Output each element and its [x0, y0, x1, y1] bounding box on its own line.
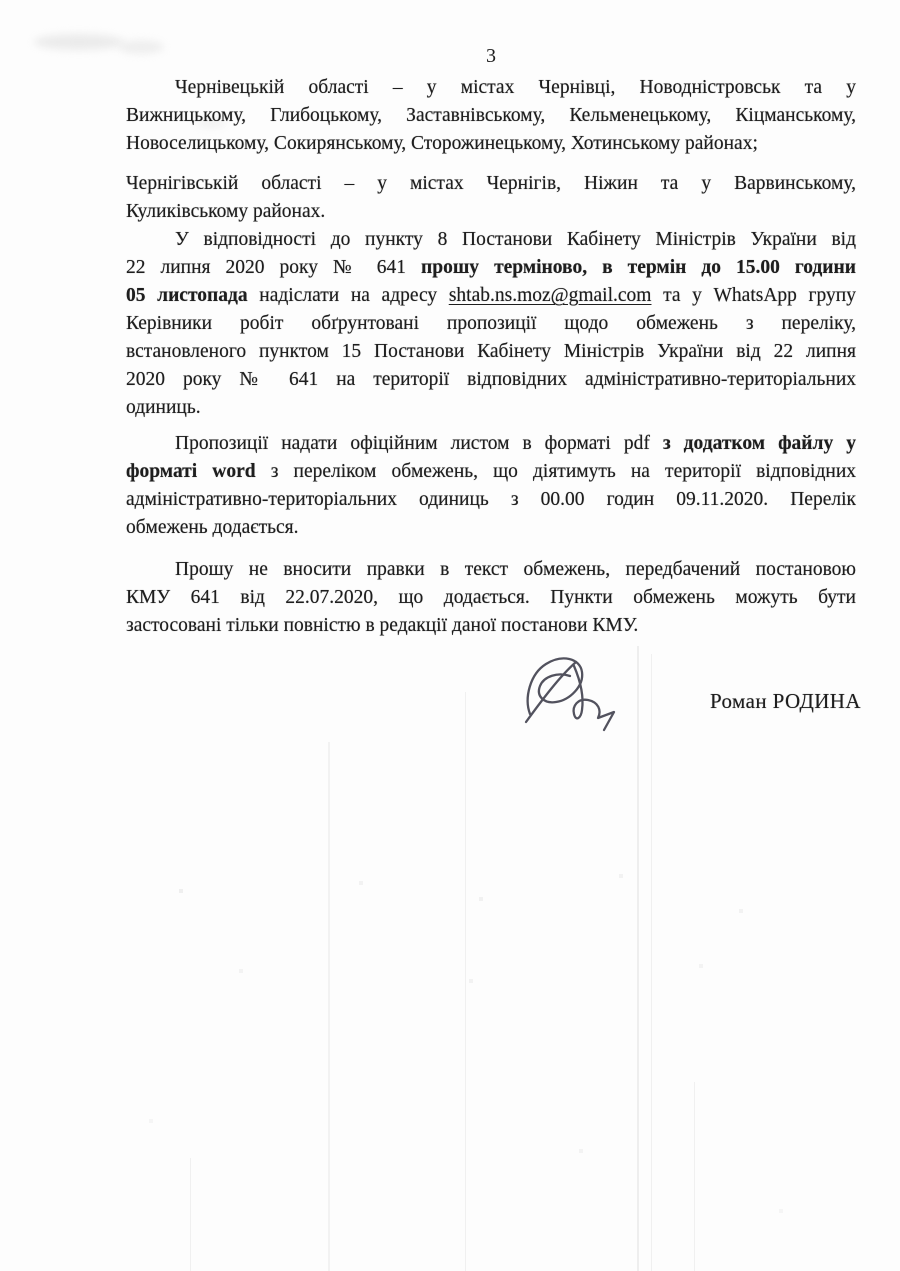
scan-artifact-line: [694, 1082, 695, 1271]
scan-smudge: [34, 34, 124, 50]
text-run: Пропозиції надати офіційним листом в форматі pdf: [175, 433, 663, 454]
text-run: з переліком обмежень, що діятимуть на території відповідних: [255, 461, 857, 482]
text-run: одиниць.: [126, 397, 201, 418]
text-line: [126, 282, 856, 310]
text-line: [126, 198, 856, 226]
paragraph-chernivtsi-oblast: [126, 74, 856, 158]
scan-noise-specks: [60, 820, 62, 822]
paragraph-chernihiv-oblast: [126, 170, 856, 226]
text-run: прошу терміново, в термін до 15.00 години: [421, 257, 856, 278]
text-line: [126, 170, 856, 198]
signature-scribble: [516, 648, 628, 744]
text-run: Прошу не вносити правки в текст обмежень, передбачений постановою: [175, 559, 856, 580]
scan-artifact-line: [637, 646, 639, 1271]
paragraph-format-requirements: [126, 430, 856, 542]
scan-artifact-line: [651, 654, 652, 1271]
text-line: [126, 254, 856, 282]
text-run: встановленого пунктом 15 Постанови Кабінету Міністрів України від 22 липня: [126, 341, 856, 362]
text-run: Куликівському районах.: [126, 201, 326, 222]
text-line: [126, 486, 856, 514]
email-address-text: shtab.ns.moz@gmail.com: [448, 285, 652, 306]
text-line: [126, 584, 856, 612]
page-number: 3: [486, 45, 496, 67]
text-line: [126, 556, 856, 584]
text-line: [126, 458, 856, 486]
text-run: У відповідності до пункту 8 Постанови Кабінету Міністрів України від: [175, 229, 856, 250]
text-line: [126, 514, 856, 542]
text-line: [126, 366, 856, 394]
text-run: КМУ 641 від 22.07.2020, що додається. Пункти обмежень можуть бути: [126, 587, 856, 608]
text-run: форматі word: [126, 461, 256, 482]
text-line: [126, 130, 856, 158]
text-run: застосовані тільки повністю в редакції даної постанови КМУ.: [126, 615, 639, 636]
text-run: Чернівецькій області – у містах Чернівці, Новодністровськ та у: [175, 77, 856, 98]
text-line: [126, 394, 856, 422]
scan-artifact-line: [465, 692, 466, 1271]
text-run: надіслати на адресу: [247, 285, 449, 306]
scan-artifact-line: [190, 1158, 191, 1271]
text-run: адміністративно-територіальних одиниць з 00.00 годин 09.11.2020. Перелік: [126, 489, 856, 510]
text-run: 2020 року № 641 на території відповідних адміністративно-територіальних: [126, 369, 856, 390]
text-run: обмежень додається.: [126, 517, 299, 538]
paragraph-request-deadline: [126, 226, 856, 422]
text-line: [126, 430, 856, 458]
text-run: Вижницькому, Глибоцькому, Заставнівському, Кельменецькому, Кіцманському,: [126, 105, 856, 126]
text-line: [126, 102, 856, 130]
text-run: з додатком файлу у: [662, 433, 856, 454]
text-run: 05 листопада: [126, 285, 248, 306]
text-run: 22 липня 2020 року № 641: [126, 257, 422, 278]
text-line: [126, 612, 856, 640]
text-line: [126, 310, 856, 338]
text-run: Керівники робіт обґрунтовані пропозиції щодо обмежень з переліку,: [126, 313, 856, 334]
text-run: Чернігівській області – у містах Чернігів, Ніжин та у Варвинському,: [126, 173, 856, 194]
text-run: та у WhatsApp групу: [651, 285, 856, 306]
signer-name: Роман РОДИНА: [710, 689, 861, 713]
text-run: Новоселицькому, Сокирянському, Сторожинецькому, Хотинському районах;: [126, 133, 758, 154]
text-line: [126, 226, 856, 254]
text-line: [126, 338, 856, 366]
scan-artifact-line: [328, 742, 330, 1271]
paragraph-no-edits-request: [126, 556, 856, 640]
text-line: [126, 74, 856, 102]
